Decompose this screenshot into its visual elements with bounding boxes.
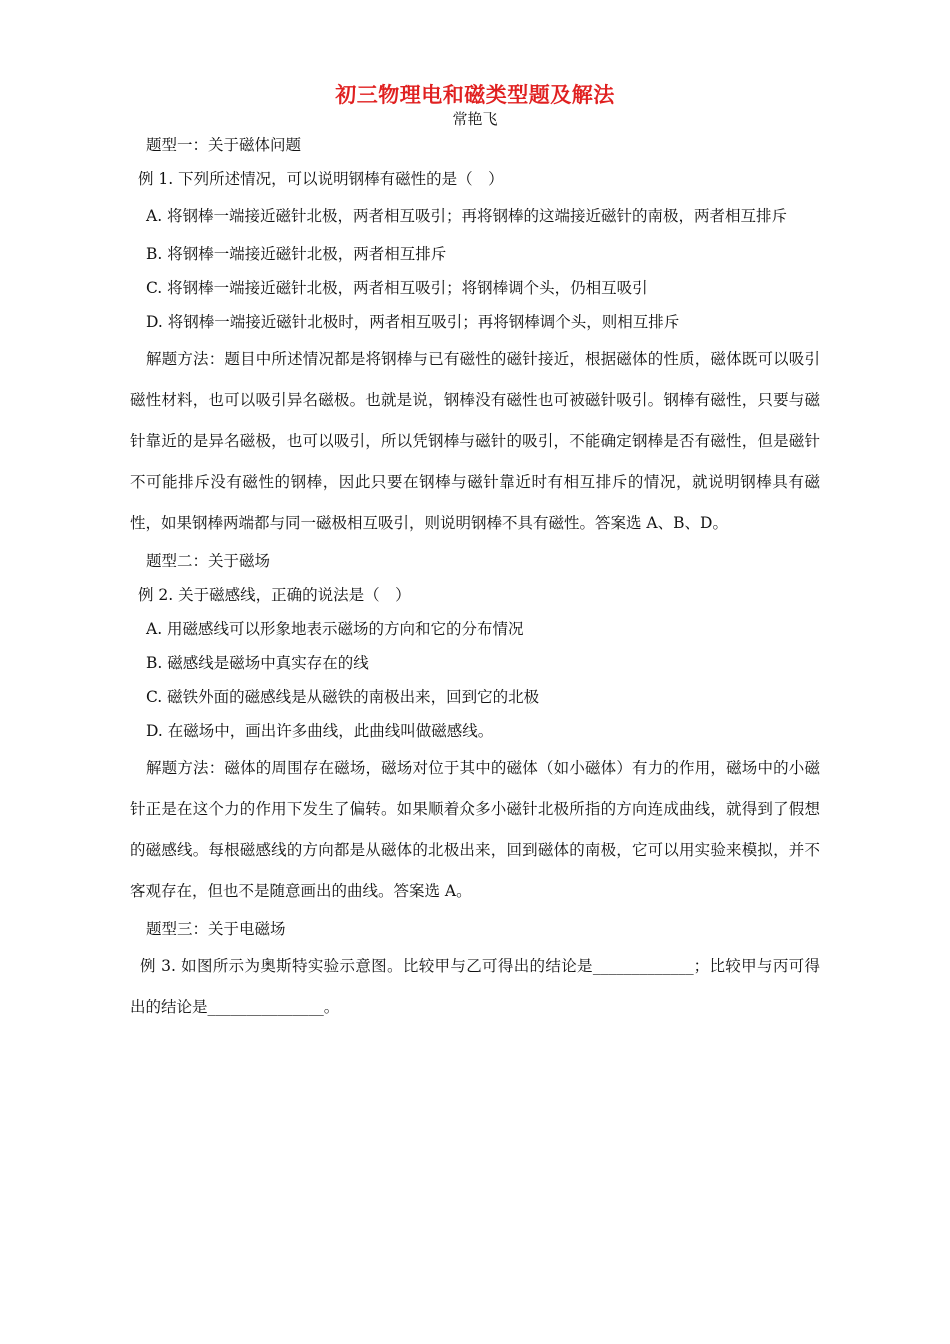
document-body	[130, 128, 820, 1028]
example2-solution: 解题方法：磁体的周围存在磁场，磁场对位于其中的磁体（如小磁体）有力的作用，磁场中的小磁针正是在这个力的作用下发生了偏转。如果顺着众多小磁针北极所指的方向连成曲线，就得到了假想的磁感线。每根磁感线的方向都是从磁体的北极出来，回到磁体的南极，它可以用实验来模拟，并不客观存在，但也不是随意画出的曲线。答案选 A。	[130, 759, 820, 900]
example3-question: 例 3. 如图所示为奥斯特实验示意图。比较甲与乙可得出的结论是_____________；比较甲与丙可得出的结论是_______________。	[130, 957, 820, 1016]
example2-question: 例 2. 关于磁感线，正确的说法是（ ）	[138, 586, 411, 604]
section3-heading: 题型三：关于电磁场	[146, 920, 286, 938]
example1-option-c: C. 将钢棒一端接近磁针北极，两者相互吸引；将钢棒调个头，仍相互吸引	[146, 279, 648, 297]
document-title: 初三物理电和磁类型题及解法	[335, 82, 615, 107]
example1-option-b: B. 将钢棒一端接近磁针北极，两者相互排斥	[146, 245, 447, 263]
example1-solution: 解题方法：题目中所述情况都是将钢棒与已有磁性的磁针接近，根据磁体的性质，磁体既可以吸引磁性材料，也可以吸引异名磁极。也就是说，钢棒没有磁性也可被磁针吸引。钢棒有磁性，只要与磁针靠近的是异名磁极，也可以吸引，所以凭钢棒与磁针的吸引，不能确定钢棒是否有磁性，但是磁针不可能排斥没有磁性的钢棒，因此只要在钢棒与磁针靠近时有相互排斥的情况，就说明钢棒具有磁性，如果钢棒两端都与同一磁极相互吸引，则说明钢棒不具有磁性。答案选 A、B、D。	[130, 350, 820, 532]
section2-heading: 题型二：关于磁场	[146, 552, 271, 570]
example1-option-d: D. 将钢棒一端接近磁针北极时，两者相互吸引；再将钢棒调个头，则相互排斥	[146, 313, 680, 331]
document-author: 常艳飞	[452, 110, 498, 128]
example2-option-d: D. 在磁场中，画出许多曲线，此曲线叫做磁感线。	[146, 722, 494, 740]
example2-option-c: C. 磁铁外面的磁感线是从磁铁的南极出来，回到它的北极	[146, 688, 540, 706]
section1-heading: 题型一：关于磁体问题	[146, 136, 302, 154]
example1-option-a: A. 将钢棒一端接近磁针北极，两者相互吸引；再将钢棒的这端接近磁针的南极，两者相互排斥	[146, 207, 788, 225]
example1-question: 例 1. 下列所述情况，可以说明钢棒有磁性的是（ ）	[138, 170, 504, 188]
example2-option-b: B. 磁感线是磁场中真实存在的线	[146, 654, 369, 672]
example2-option-a: A. 用磁感线可以形象地表示磁场的方向和它的分布情况	[146, 620, 524, 638]
